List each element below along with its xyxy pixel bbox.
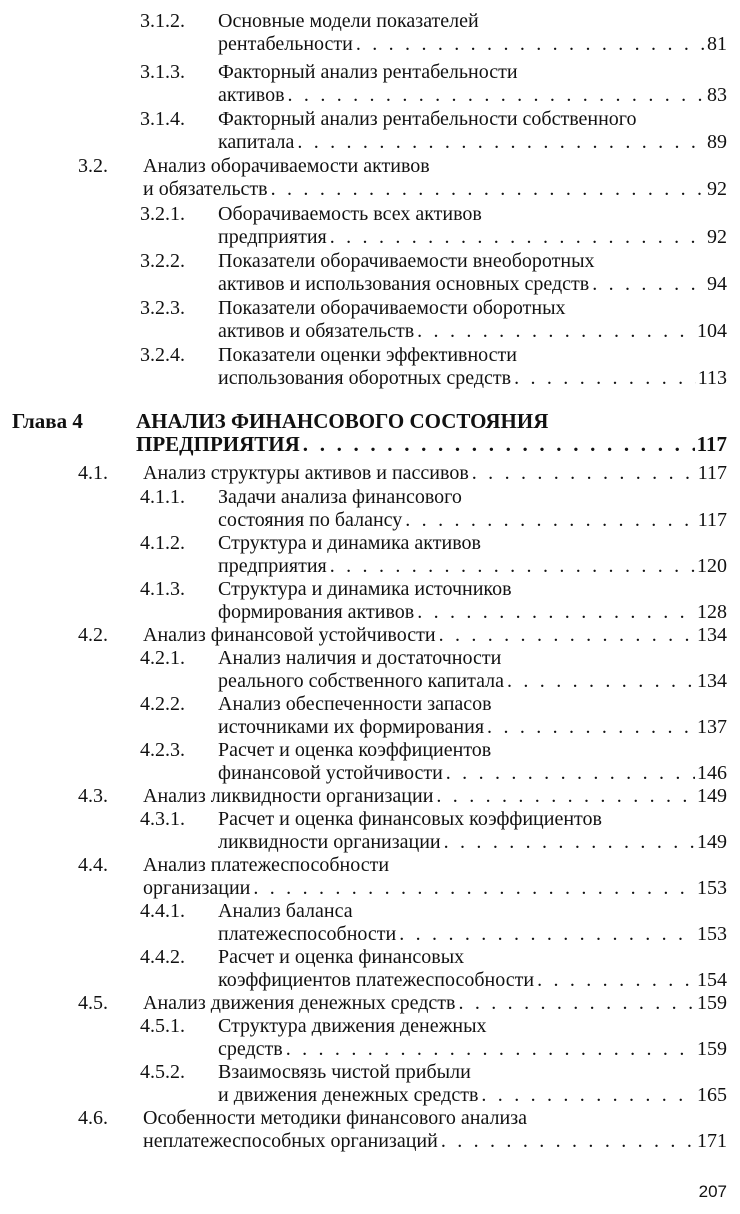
toc-entry-page: 128	[697, 601, 727, 623]
toc-entry-number: 4.2.1.	[140, 647, 185, 669]
dot-leader	[443, 762, 695, 785]
dot-leader	[433, 785, 695, 808]
toc-entry-title-line: Анализ платежеспособности	[143, 854, 390, 876]
toc-entry-number: 4.1.	[78, 462, 108, 484]
toc-entry-number: 4.1.3.	[140, 578, 185, 600]
toc-entry-title-line: Анализ обеспеченности запасов	[218, 693, 492, 715]
toc-entry-title-end: Анализ структуры активов и пассивов	[143, 462, 469, 484]
toc-entry-number: 4.4.2.	[140, 946, 185, 968]
toc-entry-title-end: активов	[218, 84, 285, 106]
toc-entry-number: 4.3.	[78, 785, 108, 807]
toc-entry-page: 134	[697, 624, 727, 646]
toc-entry-number: 3.2.3.	[140, 297, 185, 319]
dot-leader	[511, 367, 696, 390]
toc-entry-title-line: Анализ оборачиваемости активов	[143, 155, 430, 177]
toc-entry-page: 171	[697, 1130, 727, 1152]
toc-entry-number: 3.1.4.	[140, 108, 185, 130]
toc-entry-number: 4.1.2.	[140, 532, 185, 554]
toc-entry-title-end: предприятия	[218, 226, 327, 248]
toc-entry-page: 165	[697, 1084, 727, 1106]
dot-leader	[504, 670, 695, 693]
toc-entry-title-end: финансовой устойчивости	[218, 762, 443, 784]
toc-entry-title-end: рентабельности	[218, 33, 353, 55]
toc-entry-page: 159	[697, 992, 727, 1014]
toc-entry-number: 4.6.	[78, 1107, 108, 1129]
toc-entry-title-line: Показатели оборачиваемости внеоборотных	[218, 250, 595, 272]
toc-entry-page: 146	[697, 762, 727, 784]
toc-entry-page: 149	[697, 785, 727, 807]
toc-entry-title-line: Особенности методики финансового анализа	[143, 1107, 527, 1129]
toc-entry-title-line: Анализ баланса	[218, 900, 353, 922]
toc-entry-title-end: активов и обязательств	[218, 320, 415, 342]
toc-entry-number: 4.2.2.	[140, 693, 185, 715]
toc-entry-page: 92	[707, 178, 727, 200]
toc-entry-number: 3.2.1.	[140, 203, 185, 225]
toc-entry-page: 89	[707, 131, 727, 153]
toc-entry-number: 4.4.1.	[140, 900, 185, 922]
dot-leader	[534, 969, 695, 992]
toc-entry-title-line: Структура движения денежных	[218, 1015, 487, 1037]
dot-leader	[250, 877, 695, 900]
toc-entry-title-line: Показатели оценки эффективности	[218, 344, 518, 366]
dot-leader	[327, 226, 705, 249]
toc-entry-page: 117	[697, 462, 727, 484]
toc-entry-number: 4.2.3.	[140, 739, 185, 761]
toc-entry-title-end: использования оборотных средств	[218, 367, 512, 389]
toc-entry-title-end: платежеспособности	[218, 923, 397, 945]
toc-entry-title-end: капитала	[218, 131, 295, 153]
toc-entry-title-end: ликвидности организации	[218, 831, 441, 853]
dot-leader	[402, 509, 695, 532]
toc-entry-number: 4.5.2.	[140, 1061, 185, 1083]
toc-entry-title-line: Основные модели показателей	[218, 10, 479, 32]
dot-leader	[589, 273, 705, 296]
toc-entry-title-end: состояния по балансу	[218, 509, 403, 531]
toc-entry-title-line: Расчет и оценка финансовых коэффициентов	[218, 808, 602, 830]
toc-entry-title-line: Структура и динамика активов	[218, 532, 481, 554]
toc-entry-page: 94	[707, 273, 727, 295]
toc-entry-page: 153	[697, 923, 727, 945]
toc-entry-number: 4.5.	[78, 992, 108, 1014]
toc-entry-number: 3.1.3.	[140, 61, 185, 83]
toc-entry-page: 83	[707, 84, 727, 106]
dot-leader	[414, 320, 695, 343]
toc-entry-page: 92	[707, 226, 727, 248]
toc-entry-number: 3.2.2.	[140, 250, 185, 272]
toc-entry-title-end: Анализ ликвидности организации	[143, 785, 434, 807]
toc-entry-page: 113	[697, 367, 727, 389]
dot-leader	[478, 1084, 695, 1107]
dot-leader	[268, 178, 705, 201]
toc-entry-page: 104	[697, 320, 727, 342]
toc-entry-title-line: Факторный анализ рентабельности	[218, 61, 518, 83]
toc-entry-title-line: Факторный анализ рентабельности собственного	[218, 108, 637, 130]
toc-entry-title-end: организации	[143, 877, 251, 899]
dot-leader	[327, 555, 695, 578]
toc-entry-page: 137	[697, 716, 727, 738]
toc-entry-page: 159	[697, 1038, 727, 1060]
dot-leader	[469, 462, 696, 485]
toc-entry-title-line: Оборачиваемость всех активов	[218, 203, 482, 225]
toc-entry-title-end: источниками их формирования	[218, 716, 485, 738]
dot-leader	[283, 1038, 695, 1061]
toc-entry-title-end: средств	[218, 1038, 283, 1060]
toc-entry-page: 153	[697, 877, 727, 899]
dot-leader	[441, 831, 695, 854]
toc-entry-number: 4.2.	[78, 624, 108, 646]
toc-entry-number: 4.3.1.	[140, 808, 185, 830]
toc-entry-page: 149	[697, 831, 727, 853]
toc-entry-title-end: реального собственного капитала	[218, 670, 504, 692]
toc-entry-number: 4.4.	[78, 854, 108, 876]
toc-chapter-title-end: ПРЕДПРИЯТИЯ	[136, 432, 300, 456]
toc-chapter-page: 117	[696, 432, 727, 456]
dot-leader	[294, 131, 705, 154]
toc-entry-title-end: активов и использования основных средств	[218, 273, 590, 295]
toc-entry-title-end: Анализ движения денежных средств	[143, 992, 456, 1014]
toc-entry-title-line: Расчет и оценка коэффициентов	[218, 739, 492, 761]
toc-entry-title-line: Расчет и оценка финансовых	[218, 946, 465, 968]
toc-entry-title-line: Показатели оборачиваемости оборотных	[218, 297, 566, 319]
toc-entry-title-end: неплатежеспособных организаций	[143, 1130, 438, 1152]
toc-entry-title-line: Задачи анализа финансового	[218, 486, 462, 508]
toc-entry-number: 3.2.	[78, 155, 108, 177]
toc-chapter-title-line: АНАЛИЗ ФИНАНСОВОГО СОСТОЯНИЯ	[136, 410, 549, 433]
toc-entry-title-end: коэффициентов платежеспособности	[218, 969, 535, 991]
dot-leader	[285, 84, 705, 107]
toc-entry-title-line: Анализ наличия и достаточности	[218, 647, 502, 669]
toc-entry-page: 120	[697, 555, 727, 577]
toc-entry-page: 154	[697, 969, 727, 991]
page-number: 207	[698, 1182, 727, 1201]
dot-leader	[414, 601, 695, 624]
toc-entry-number: 3.1.2.	[140, 10, 185, 32]
toc-entry-number: 4.1.1.	[140, 486, 185, 508]
toc-entry-page: 81	[707, 33, 727, 55]
toc-entry-number: 3.2.4.	[140, 344, 185, 366]
toc-entry-title-end: и движения денежных средств	[218, 1084, 479, 1106]
dot-leader	[484, 716, 695, 739]
dot-leader	[300, 433, 695, 456]
dot-leader	[353, 33, 705, 56]
dot-leader	[396, 923, 695, 946]
toc-entry-page: 117	[697, 509, 727, 531]
dot-leader	[455, 992, 695, 1015]
toc-chapter-number: Глава 4	[12, 409, 83, 433]
toc-entry-title-line: Взаимосвязь чистой прибыли	[218, 1061, 471, 1083]
dot-leader	[436, 624, 695, 647]
toc-entry-page: 134	[697, 670, 727, 692]
toc-entry-title-end: предприятия	[218, 555, 327, 577]
toc-entry-title-end: формирования активов	[218, 601, 415, 623]
toc-entry-title-line: Структура и динамика источников	[218, 578, 512, 600]
toc-entry-number: 4.5.1.	[140, 1015, 185, 1037]
toc-entry-title-end: и обязательств	[143, 178, 268, 200]
toc-entry-title-end: Анализ финансовой устойчивости	[143, 624, 436, 646]
dot-leader	[438, 1130, 695, 1153]
